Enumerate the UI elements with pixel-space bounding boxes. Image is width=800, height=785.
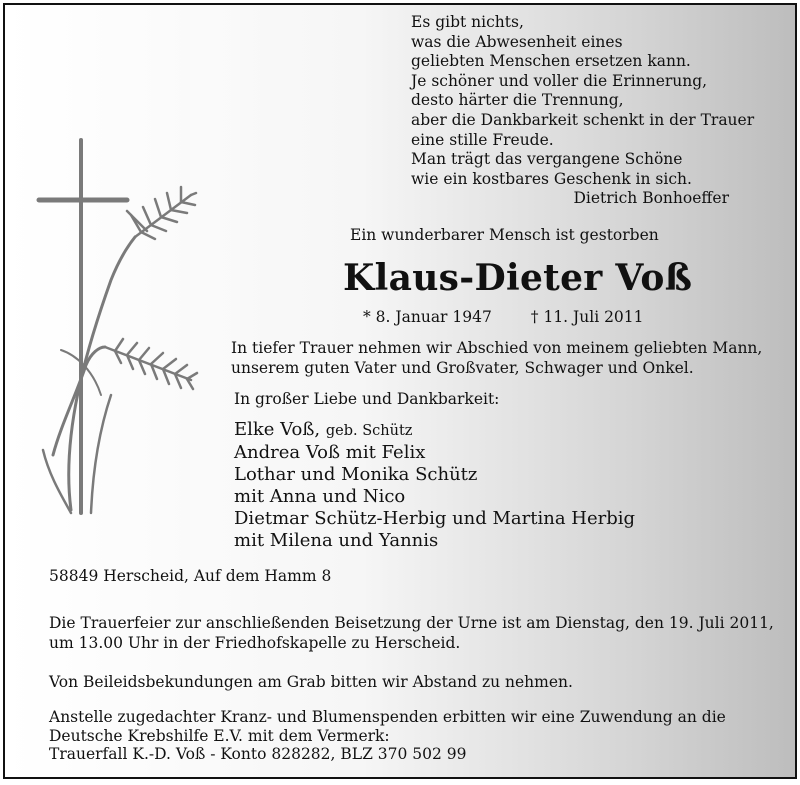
poem-line: eine stille Freude. <box>411 130 554 149</box>
intro-line: Ein wunderbarer Mensch ist gestorben <box>350 226 659 244</box>
condolence-request: Von Beileidsbekundungen am Grab bitten wir Abstand zu nehmen. <box>49 673 573 691</box>
poem-line: was die Abwesenheit eines <box>411 32 623 51</box>
deceased-name: Klaus-Dieter Voß <box>343 257 693 299</box>
farewell-line: unserem guten Vater und Großvater, Schwager und Onkel. <box>231 358 694 377</box>
poem-line: geliebten Menschen ersetzen kann. <box>411 52 691 71</box>
service-line: um 13.00 Uhr in der Friedhofskapelle zu Herscheid. <box>49 633 461 652</box>
family-address: 58849 Herscheid, Auf dem Hamm 8 <box>49 567 332 585</box>
donation-line: Deutsche Krebshilfe E.V. mit dem Vermerk: <box>49 726 390 745</box>
mourner-name: Elke Voß, <box>234 419 321 440</box>
poem-line: aber die Dankbarkeit schenkt in der Trauer <box>411 110 755 129</box>
mourners-list <box>234 419 635 552</box>
farewell-line: In tiefer Trauer nehmen wir Abschied von meinem geliebten Mann, <box>231 339 763 357</box>
birth-date: * 8. Januar 1947 <box>363 308 492 326</box>
love-line: In großer Liebe und Dankbarkeit: <box>234 390 500 408</box>
mourner-note: geb. Schütz <box>325 423 413 439</box>
poem-line: Man trägt das vergangene Schöne <box>411 150 683 169</box>
bonhoeffer-poem <box>411 13 755 209</box>
mourner-row: mit Anna und Nico <box>234 486 406 507</box>
poem-line: Je schöner und voller die Erinnerung, <box>411 71 708 90</box>
mourner-row: mit Milena und Yannis <box>234 530 439 551</box>
donation-line: Anstelle zugedachter Kranz- und Blumenspenden erbitten wir eine Zuwendung an die <box>49 708 726 726</box>
donation-line: Trauerfall K.-D. Voß - Konto 828282, BLZ 370 502 99 <box>49 745 467 763</box>
mourner-row: Dietmar Schütz-Herbig und Martina Herbig <box>234 508 636 529</box>
funeral-service-info <box>49 614 774 653</box>
death-date: † 11. Juli 2011 <box>530 308 644 326</box>
life-dates <box>363 308 644 326</box>
obituary-card <box>3 3 797 779</box>
service-line: Die Trauerfeier zur anschließenden Beisetzung der Urne ist am Dienstag, den 19. Juli 2011, <box>49 614 774 632</box>
farewell-text <box>231 339 762 378</box>
mourner-row: Lothar und Monika Schütz <box>234 464 478 485</box>
mourner-row: Andrea Voß mit Felix <box>234 442 426 463</box>
poem-line: wie ein kostbares Geschenk in sich. <box>411 169 692 188</box>
poem-line: Es gibt nichts, <box>411 13 524 31</box>
cross-wheat-icon <box>31 135 206 520</box>
donation-info <box>49 708 726 764</box>
poem-author: Dietrich Bonhoeffer <box>573 189 729 208</box>
mourner-row <box>234 419 635 442</box>
poem-line: desto härter die Trennung, <box>411 91 624 110</box>
